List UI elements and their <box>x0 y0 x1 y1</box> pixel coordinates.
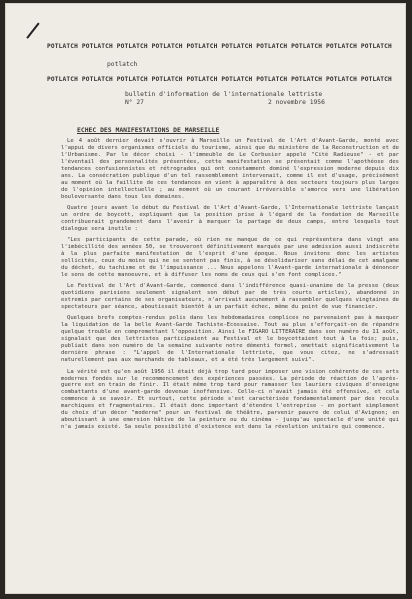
handwritten-slash-mark <box>26 23 39 39</box>
article-paragraph: Quatre jours avant le début du Festival de l'Art d'Avant-Garde, l'Internationale lettriste lançait un ordre de boycott, expliquant que la position prise à l'égard de la fondation de Marseille contribuerait grandement dans l'avenir à marquer le partage de deux camps, entre lesquels tout dialogue sera inutile : <box>61 204 399 232</box>
potlatch-banner-bottom: POTLATCH POTLATCH POTLATCH POTLATCH POTLATCH POTLATCH POTLATCH POTLATCH POTLATCH POTLATCH <box>47 76 392 83</box>
article-paragraph: Le 4 août dernier devait s'ouvrir à Marseille un Festival de l'Art d'Avant-Garde, monté avec l'appui de divers organismes officiels du tourisme, ainsi que du ministère de la Reconstruction et de l'Urbanisme. Par le décor choisi - l'immeuble de Le Corbusier appelé "Cité Radieuse" - et par l'éventail des personnalités présentées, cette manifestation se présentait comme l'apothéose des tendances confusionnistes et rétrogrades qui ont constamment dominé l'expression moderne depuis dix ans. La consécration publique d'un tel rassemblement intervenait, comme il est d'usage, précisément au moment où la faillite de ces tendances en vient à apparaître à des secteurs toujours plus larges de l'opinion intellectuelle ; au moment où un courant irréversible s'amorce vers une libération bouleversante dans tous les domaines. <box>61 138 399 200</box>
bulletin-subtitle: bulletin d'information de l'internationale lettriste <box>125 91 323 98</box>
document-page <box>5 3 406 594</box>
article-paragraph: La vérité est qu'en août 1956 il était déjà trop tard pour imposer une vision cohérente de ces arts modernes fondés sur le recommencement des expériences passées. La période de réaction de l'après-guerre est en train de finir. Il était même trop tard pour ramasser les lauriers civiques d'enseigne combattants d'une avant-garde devenue inoffensive. Celle-ci n'avait jamais été offensive, et cela commence à se savoir. Et surtout, cette période s'est caractérisée fondamentalement par des reculs marchiques et fragmentaires. Il était donc important d'étendre l'entreprise - en portant simplement du choix d'un décor "moderne" pour un festival de théâtre, parvenir pauvre de colui d'Avignon; en aboutissant à une emersion hâtive de la peinture ou du cinéma - jusqu'au spectacle d'une unité qui n'a jamais existé. Sa seule possibilité d'existence est dans la révolution unitaire qui commence. <box>61 368 399 431</box>
article-paragraph: Quelques brefs comptes-rendus polis dans les hebdomadaires complices ne parvenaient pas à masquer la liquidation de la belle Avant-Garde Tachiste-Ecossaise. Tout au plus s'efforçait-on de répandre quelque trouble en compromettant l'opposition. Ainsi le FIGARO LITTERAIRE dans son numéro du 11 août, signalait que des lettristes participaient au Festival et le boycottaient tout à la fois; puis, publiait dans son numéro de la semaine suivante notre démenti formel, omettait significativement la dernière phrase : "L'appel de l'Internationale lettriste, que vous citez, ne s'adressait naturellement pas aux marchands de tableaux, et a été très largement suivi". <box>61 315 399 364</box>
potlatch-banner-top: POTLATCH POTLATCH POTLATCH POTLATCH POTLATCH POTLATCH POTLATCH POTLATCH POTLATCH POTLATCH <box>47 43 392 50</box>
issue-date: 2 novembre 1956 <box>268 99 325 106</box>
article-title: ECHEC DES MANIFESTATIONS DE MARSEILLE <box>77 126 220 134</box>
article-paragraph: Le Festival de l'Art d'Avant-Garde, commencé dans l'indifférence quasi-unanime de la presse (deux quotidiens parisiens seulement signalent son début par de très courts articles), abandonné in extremis par certains de ses organisateurs, n'arrivait aucunement à rassembler quelques vingtaines de spectateurs par séance, aboutissait bientôt à un parfait échec, même du point de vue financier. <box>61 283 399 311</box>
potlatch-label: potlatch <box>107 61 138 68</box>
article-paragraph: "Les participants de cette parade, où rien ne manque de ce qui représentera dans vingt ans l'imbécillité des années 50, se trouveront définitivement marqués par une admission aussi indiscrète à la plus parfaite manifestation de l'esprit d'une époque. Nous invitons donc les artistes sollicités, ceux du moins qui ne se sentent pas finis, à se désolidariser sans délai de cet amalgame du déchet, du tachisme et de l'impuissance ... Nous appelons l'Avant-garde internationale à dénoncer le sens de cette manoeuvre, et à diffuser les noms de ceux qui s'en font complices." <box>61 237 399 278</box>
article-body <box>61 138 399 436</box>
issue-number: N° 27 <box>125 99 144 106</box>
